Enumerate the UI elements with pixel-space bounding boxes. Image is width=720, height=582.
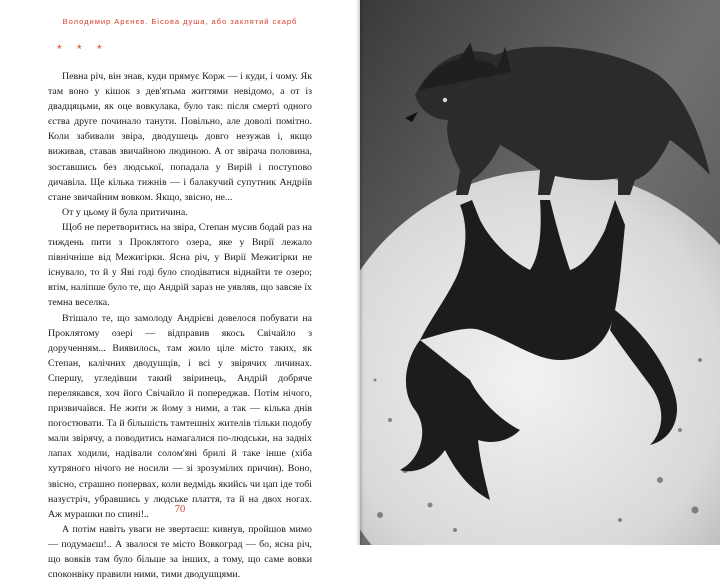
paragraph: Щоб не перетворитись на звіра, Степан мусив бодай раз на тиждень пити з Проклятого озера, яке у Вирії лежало північніше від Межигірки. Ясна річ, у Вирії Межигірки не існувало, то й у Яві годі було сподіватися віднайти те озеро; втім, наліпше було те, що Андрій зараз не уявляв, що завсяе їх темна веселка. <box>48 221 312 309</box>
book-gutter <box>356 0 364 545</box>
paragraph: А потім навіть уваги не звертаєш: кивнув, пройшов мимо — подумаєш!.. А звалося те місто Вовкоград — бо, ясна річ, що вовків там було більше за інших, а тому, що саме вовки споконвіку правили ними, тими дводушцями. <box>48 523 312 581</box>
page-number: 70 <box>174 504 186 515</box>
paragraph: От у цьому й була притичина. <box>62 206 188 218</box>
wolf-illustration <box>360 0 720 545</box>
section-break: * * * <box>57 42 108 56</box>
illustration-page <box>360 0 720 545</box>
paragraph: Певна річ, він знав, куди прямує Корж — і куди, і чому. Як там воно у кішок з дев'ятьма життями невідомо, а от із двадцяцьми, як оце вовкулака, було так: після смерті одного єства друге починало танути. Повільно, але доволі помітно. Коли забивали звіра, дводушець довго незужав і, якщо виживав, ставав звичайною людиною. А от звірача половина, зоставшись без людської, попадала у Вирій і поступово дичавіла. Ще кілька тижнів — і балакучий супутник Андріїв стане звичайним вовком. Якщо, звісно, не... <box>48 71 312 203</box>
running-head: Володимир Арєнєв. Бісова душа, або заклятий скарб <box>62 17 298 26</box>
paragraph: Втішало те, що замолоду Андрієві довелося побувати на Проклятому озері — відправив якось Свічайло з дорученням... Виявилось, там жило ціле місто таких, як Степан, калічних дводушців, і всі у звірячих личинах. Спершу, угледівши такий звіринець, Андрій добряче перелякався, хоч його Свічайло й попереджав. Потім нічого, призвичаївся. Не жити ж йому з ними, а так — кілька днів погостювати. Та й більшість тамтешніх жителів тільки подобу мали звірячу, а поводитись намагалися по-людськи, на задніх лапах ходили, надівали солом'яні брилі й таке інше (хіба хутряного нічого не носили — зі зрозумілих причин). Воно, звісно, страшно попервах, коли ведмідь якийсь чи цап іде тобі назустріч, убравшись у людське плаття, та й на двох ногах. Аж мурашки по спині!.. <box>48 312 312 520</box>
text-page <box>0 0 360 581</box>
